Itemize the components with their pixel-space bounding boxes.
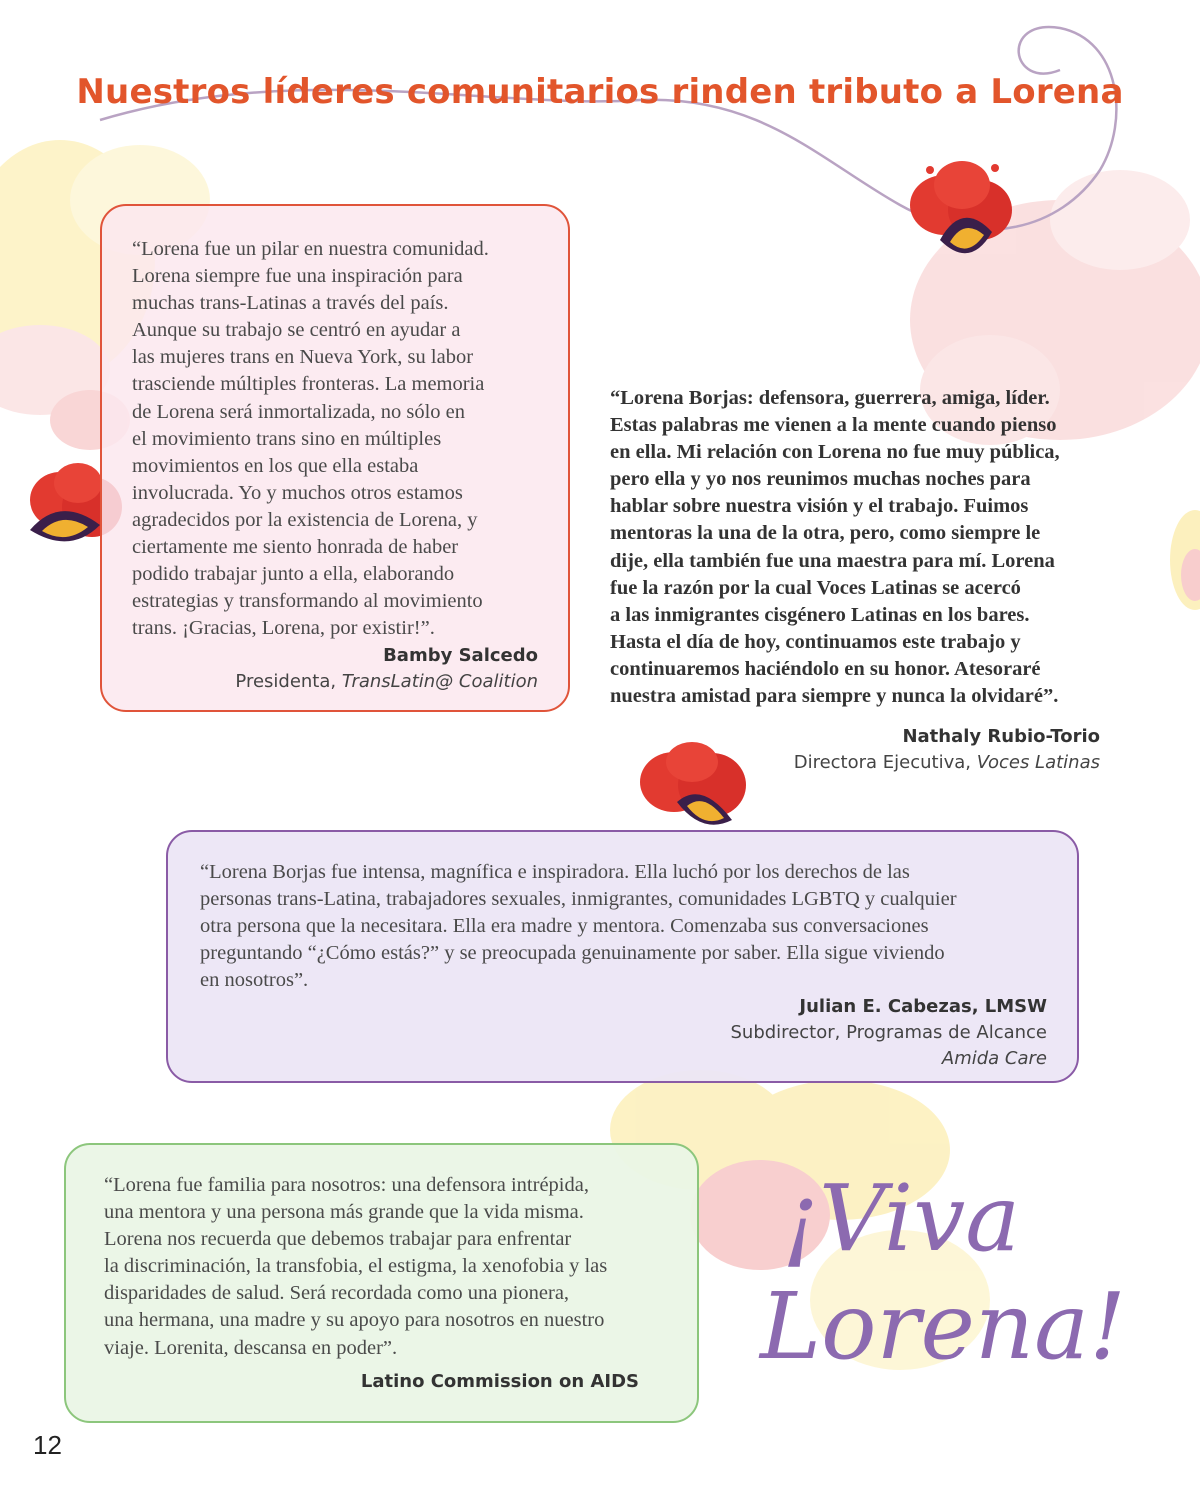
tribute-author-name: Julian E. Cabezas, LMSW: [799, 996, 1047, 1017]
viva-line-2: Lorena!: [760, 1273, 1126, 1380]
tribute-quote: “Lorena fue familia para nosotros: una defensora intrépida, una mentora y una persona más grande que la vida misma. Lorena nos recuerda que debemos trabajar para enfrentar la discriminación, la transfobia, el estigma, la xenofobia y las disparidades de salud. Será recordada como una pionera, una hermana, una madre y su apoyo para nosotros en nuestro viaje. Lorenita, descansa en poder”.: [104, 1174, 608, 1359]
author-title: Presidenta,: [235, 671, 342, 692]
tribute-attribution: [600, 994, 1047, 1072]
author-organization: Amida Care: [941, 1048, 1047, 1069]
tribute-quote: “Lorena Borjas: defensora, guerrera, amiga, líder. Estas palabras me vienen a la mente cuando pienso en ella. Mi relación con Lorena no fue muy pública, pero ella y yo nos reunimos muchas noches para hablar sobre nuestra visión y el trabajo. Fuimos mentoras la una de la otra, pero, como siempre le dije, ella también fue una maestra para mí. Lorena fue la razón por la cual Voces Latinas se acercó a las inmigrantes cisgénero Latinas en los bares. Hasta el día de hoy, continuamos este trabajo y continuaremos haciéndolo en su honor. Atesoraré nuestra amistad para siempre y nunca la olvidaré”.: [610, 387, 1060, 708]
tribute-attribution: [100, 1369, 639, 1395]
viva-line-1: ¡Viva: [782, 1165, 1021, 1272]
tribute-author-role: [180, 669, 538, 695]
tribute-author-role: Subdirector, Programas de Alcance: [730, 1022, 1047, 1043]
tribute-author-name: Latino Commission on AIDS: [360, 1371, 639, 1392]
tribute-author-name: Nathaly Rubio-Torio: [902, 726, 1100, 747]
viva-lorena-heading: [760, 1165, 1180, 1381]
tribute-author-role: [700, 750, 1100, 776]
tribute-attribution: [180, 643, 538, 695]
page-title: Nuestros líderes comunitarios rinden tributo a Lorena: [76, 72, 1124, 112]
tribute-quote: “Lorena Borjas fue intensa, magnífica e inspiradora. Ella luchó por los derechos de las personas trans-Latina, trabajadores sexuales, inmigrantes, comunidades LGBTQ y cualquier otra persona que la necesitara. Ella era madre y mentora. Comenzaba sus conversaciones preguntando “¿Cómo estás?” y se preocupada genuinamente por saber. Ella sigue viviendo en nosotros”.: [200, 861, 957, 992]
author-organization: Voces Latinas: [976, 752, 1100, 773]
red-flower-icon: [900, 150, 1020, 280]
tribute-author-name: Bamby Salcedo: [383, 645, 538, 666]
page-number: 12: [33, 1430, 62, 1460]
author-organization: TransLatin@ Coalition: [341, 671, 538, 692]
tribute-quote: “Lorena fue un pilar en nuestra comunidad. Lorena siempre fue una inspiración para muchas trans-Latinas a través del país. Aunque su trabajo se centró en ayudar a las mujeres trans en Nueva York, su labor trasciende múltiples fronteras. La memoria de Lorena será inmortalizada, no sólo en el movimiento trans sino en múltiples movimientos en los que ella estaba involucrada. Yo y muchos otros estamos agradecidos por la existencia de Lorena, y ciertamente me siento honrada de haber podido trabajar junto a ella, elaborando estrategias y transformando al movimiento trans. ¡Gracias, Lorena, por existir!”.: [132, 238, 489, 640]
author-title: Directora Ejecutiva,: [793, 752, 977, 773]
tribute-attribution: [700, 724, 1100, 776]
